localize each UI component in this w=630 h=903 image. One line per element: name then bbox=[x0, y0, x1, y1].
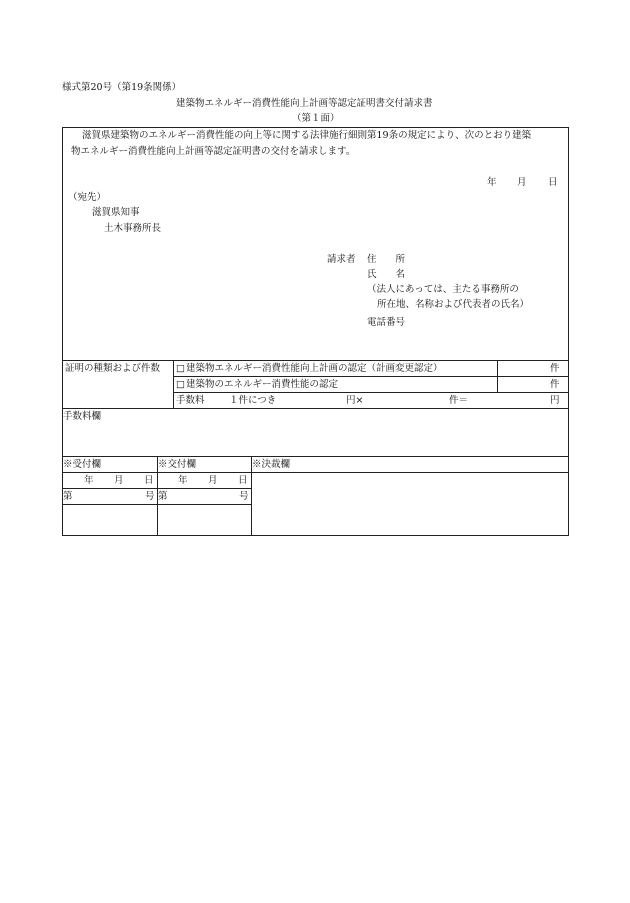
checkbox-icon[interactable]: □ bbox=[176, 363, 185, 374]
fee-yen-times: 円× bbox=[346, 395, 364, 406]
reception-label: ※受付欄 bbox=[63, 459, 102, 470]
certificate-type-label: 証明の種類および件数 bbox=[65, 363, 161, 374]
requester-address-label: 住 所 bbox=[367, 254, 406, 265]
certificate-item-unit: 件 bbox=[550, 379, 560, 390]
fee-label: 手数料 bbox=[176, 395, 205, 406]
certificate-item-text: 建築物のエネルギー消費性能の認定 bbox=[186, 379, 339, 390]
issuance-year: 年 bbox=[178, 475, 188, 486]
issuance-no-prefix: 第 bbox=[158, 491, 168, 502]
addressee-governor: 滋賀県知事 bbox=[92, 207, 140, 218]
fee-column-label: 手数料欄 bbox=[63, 411, 102, 422]
issuance-no-suffix: 号 bbox=[239, 491, 249, 502]
fee-per-item: １件につき bbox=[229, 395, 277, 406]
document-title: 建築物エネルギー消費性能向上計画等認定証明書交付請求書 bbox=[176, 98, 433, 109]
requester-label: 請求者 bbox=[327, 254, 356, 265]
certificate-item-text: 建築物エネルギー消費性能向上計画の認定（計画変更認定） bbox=[186, 363, 443, 374]
issuance-month: 月 bbox=[208, 475, 218, 486]
certificate-item-unit: 件 bbox=[550, 363, 560, 374]
intro-line-2: 物エネルギー消費性能向上計画等認定証明書の交付を請求します。 bbox=[71, 146, 356, 157]
issuance-label: ※交付欄 bbox=[158, 459, 197, 470]
issuance-day: 日 bbox=[238, 475, 248, 486]
date-day: 日 bbox=[548, 177, 558, 188]
requester-corp-note-1: （法人にあっては、主たる事務所の bbox=[367, 284, 519, 295]
date-month: 月 bbox=[517, 177, 527, 188]
reception-year: 年 bbox=[84, 475, 94, 486]
form-number: 様式第20号（第19条関係） bbox=[62, 82, 182, 93]
addressee-label: （宛先） bbox=[68, 192, 107, 203]
reception-month: 月 bbox=[114, 475, 124, 486]
addressee-office: 土木事務所長 bbox=[104, 223, 162, 234]
checkbox-icon[interactable]: □ bbox=[176, 379, 185, 390]
fee-yen: 円 bbox=[550, 395, 560, 406]
requester-phone-label: 電話番号 bbox=[367, 317, 406, 328]
decision-label: ※決裁欄 bbox=[252, 459, 291, 470]
reception-no-suffix: 号 bbox=[145, 491, 155, 502]
reception-day: 日 bbox=[144, 475, 154, 486]
intro-line-1: 滋賀県建築物のエネルギー消費性能の向上等に関する法律施行細則第19条の規定により、次のとおり建築 bbox=[82, 130, 532, 141]
page-label: （第１面） bbox=[292, 113, 340, 124]
date-year: 年 bbox=[487, 177, 497, 188]
fee-count-equals: 件＝ bbox=[449, 395, 469, 406]
reception-no-prefix: 第 bbox=[63, 491, 73, 502]
requester-corp-note-2: 所在地、名称および代表者の氏名） bbox=[377, 299, 530, 310]
requester-name-label: 氏 名 bbox=[367, 269, 406, 280]
